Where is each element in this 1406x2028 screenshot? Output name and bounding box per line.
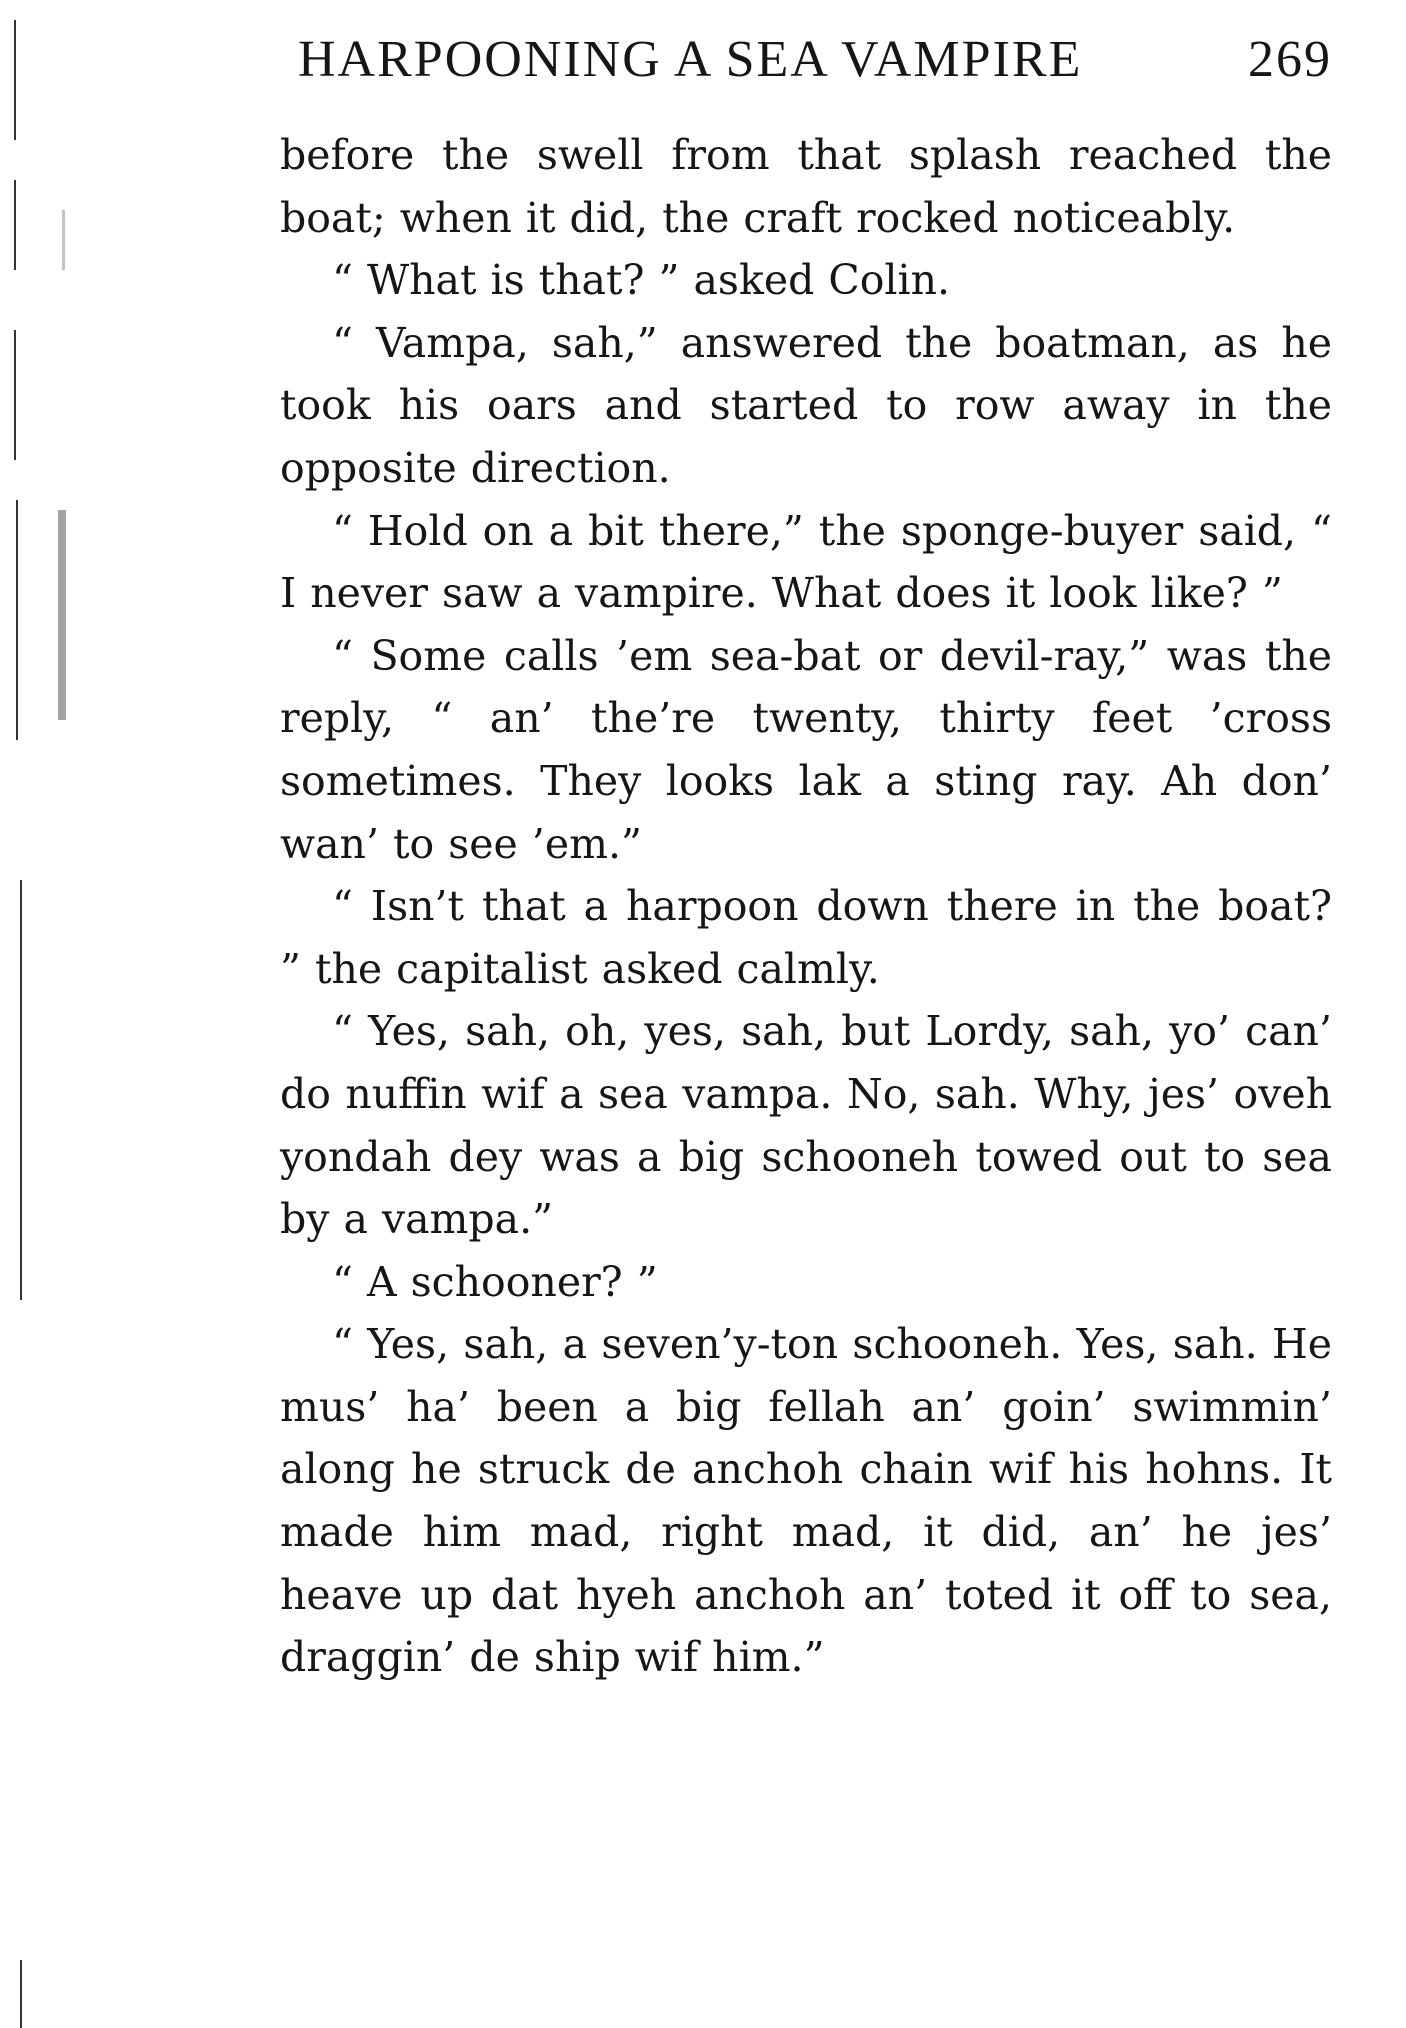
paragraph: “ Isn’t that a harpoon down there in the boat? ” the capitalist asked calmly.: [280, 882, 1332, 993]
gutter-mark: [14, 330, 16, 460]
gutter-speck: [62, 210, 65, 270]
gutter-mark: [14, 20, 16, 140]
body-text: [280, 124, 1332, 1689]
gutter-mark: [14, 180, 16, 270]
running-title: HARPOONING A SEA VAMPIRE: [298, 31, 1083, 88]
paragraph: “ What is that? ” asked Colin.: [332, 256, 951, 305]
paragraph: “ Hold on a bit there,” the sponge-buyer said, “ I never saw a vampire. What does it look like? ”: [280, 506, 1332, 618]
page-number: 269: [1248, 31, 1332, 88]
gutter-mark: [16, 500, 18, 740]
paragraph: “ Some calls ’em sea-bat or devil-ray,” was the reply, “ an’ the’re twenty, thirty feet ’cross sometimes. They looks lak a sting ray. Ah don’ wan’ to see ’em.”: [280, 631, 1332, 868]
gutter-mark: [20, 880, 22, 1300]
paragraph: “ Yes, sah, oh, yes, sah, but Lordy, sah, yo’ can’ do nuffin wif a sea vampa. No, sah. Why, jes’ oveh yondah dey was a big schooneh towed out to sea by a vampa.”: [280, 1007, 1332, 1244]
running-header: [298, 30, 1332, 100]
paragraph: “ A schooner? ”: [332, 1257, 658, 1306]
gutter-mark: [20, 1960, 22, 2028]
paragraph: “ Vampa, sah,” answered the boatman, as he took his oars and started to row away in the opposite direction.: [280, 318, 1332, 492]
paragraph: before the swell from that splash reached the boat; when it did, the craft rocked noticeably.: [280, 131, 1332, 242]
paragraph: “ Yes, sah, a seven’y-ton schooneh. Yes, sah. He mus’ ha’ been a big fellah an’ goin’ swimmin’ along he struck de anchoh chain wif his hohns. It made him mad, right mad, it did, an’ he jes’ heave up dat hyeh anchoh an’ toted it off to sea, draggin’ de ship wif him.”: [280, 1320, 1332, 1682]
gutter-speck: [58, 510, 66, 720]
